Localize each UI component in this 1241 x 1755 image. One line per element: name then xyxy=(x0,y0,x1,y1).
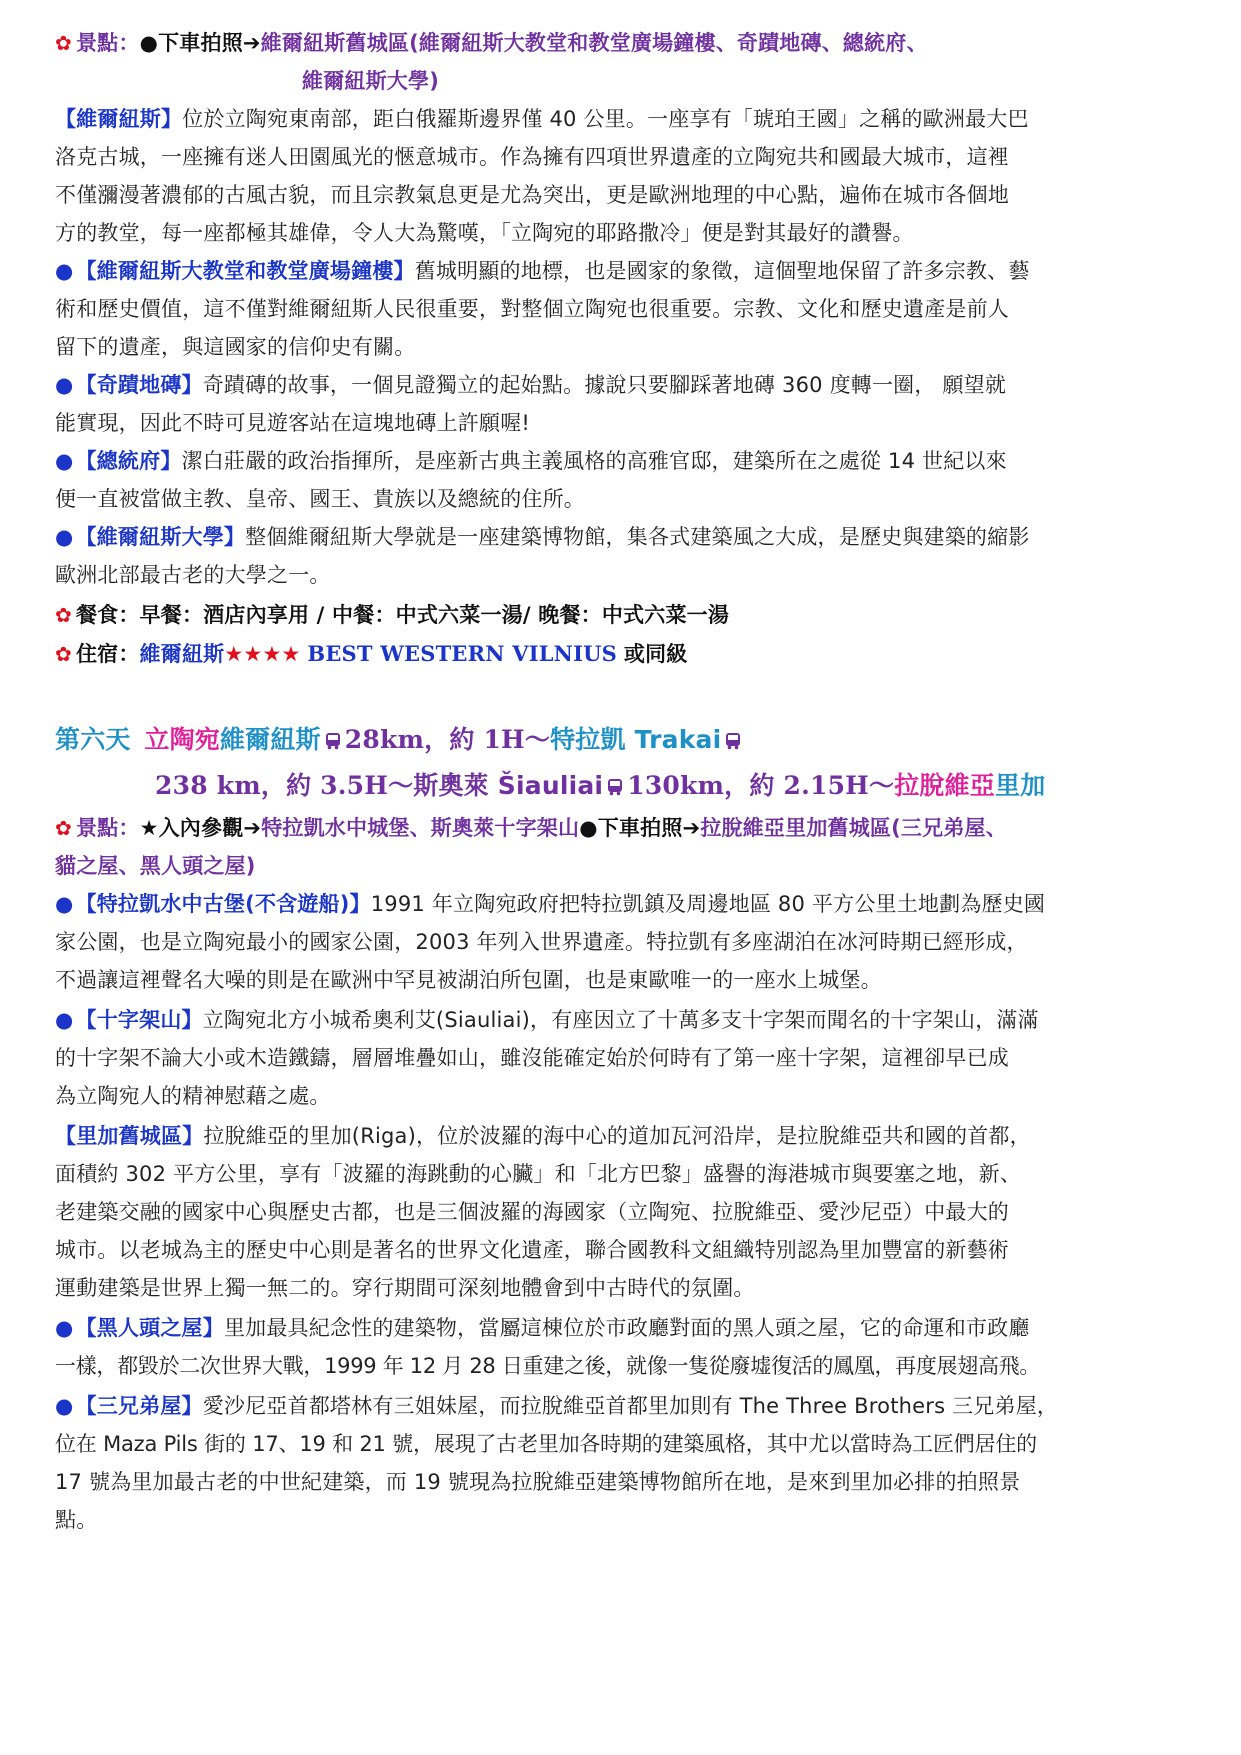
city-riga: 里加 xyxy=(995,771,1046,800)
spots-places-cont: 維爾紐斯大學) xyxy=(302,69,439,93)
paragraph-line: 點。 xyxy=(55,1508,98,1532)
spots-line-cont xyxy=(302,66,1241,96)
meals-text: 餐食：早餐：酒店內享用 / 中餐：中式六菜一湯/ 晚餐：中式六菜一湯 xyxy=(75,603,730,627)
riga-title: 【里加舊城區】 xyxy=(55,1124,204,1148)
brothers-title: 【三兄弟屋】 xyxy=(75,1394,203,1418)
flower-icon: ✿ xyxy=(55,816,72,840)
paragraph-line: 歐洲北部最古老的大學之一。 xyxy=(55,563,331,587)
hotel-name: BEST WESTERN VILNIUS xyxy=(307,641,617,666)
flower-icon: ✿ xyxy=(55,642,72,666)
paragraph-line: 一樣，都毀於二次世界大戰，1999 年 12 月 28 日重建之後，就像一隻從廢墟復活的鳳凰，再度展翅高飛。 xyxy=(55,1354,1041,1378)
day-heading-cont xyxy=(155,768,1195,805)
trakai-title: 【特拉凱水中古堡(不含遊船)】 xyxy=(75,892,371,916)
spots-places-1: 特拉凱水中城堡、斯奧萊十字架山 xyxy=(261,816,580,840)
flower-icon: ✿ xyxy=(55,603,72,627)
vilnius-title: 【維爾紐斯】 xyxy=(55,107,183,131)
paragraph-line: 運動建築是世界上獨一無二的。穿行期間可深刻地體會到中古時代的氛圍。 xyxy=(55,1276,755,1300)
paragraph-line: 的十字架不論大小或木造鐵鑄，層層堆疊如山，雖沒能確定始於何時有了第一座十字架，這裡卻早已成 xyxy=(55,1046,1009,1070)
enter-visit-text: ★入內參觀➔ xyxy=(139,816,262,840)
riga-text: 拉脫維亞的里加(Riga)，位於波羅的海中心的道加瓦河沿岸，是拉脫維亞共和國的首都， xyxy=(203,1124,1031,1148)
paragraph-line xyxy=(55,104,1195,134)
hotel-suffix: 或同級 xyxy=(623,642,688,666)
country-latvia: 拉脫維亞 xyxy=(894,771,996,800)
city-trakai: 特拉凱 Trakai xyxy=(550,725,722,754)
bullet-icon: ● xyxy=(55,892,74,916)
bus-icon xyxy=(725,732,741,750)
spots-label: 景點： xyxy=(75,816,140,840)
miracle-text: 奇蹟磚的故事，一個見證獨立的起始點。據說只要腳踩著地磚 360 度轉一圈， 願望就 xyxy=(202,373,1007,397)
segment-2: 238 km，約 3.5H～ xyxy=(155,771,414,800)
bullet-icon: ● xyxy=(55,449,74,473)
vilnius-text: 位於立陶宛東南部，距白俄羅斯邊界僅 40 公里。一座享有「琥珀王國」之稱的歐洲最大巴 xyxy=(182,107,1029,131)
paragraph-line xyxy=(55,889,1195,919)
spots-places-2: 拉脫維亞里加舊城區(三兄弟屋、 xyxy=(700,816,1007,840)
paragraph-line: 老建築交融的國家中心與歷史古都，也是三個波羅的海國家（立陶宛、拉脫維亞、愛沙尼亞）中最大的 xyxy=(55,1200,1009,1224)
bullet-icon: ● xyxy=(55,525,74,549)
stop-photo-text: ●下車拍照➔ xyxy=(139,31,261,55)
bullet-icon: ● xyxy=(55,1008,74,1032)
country-lithuania: 立陶宛 xyxy=(144,725,220,754)
paragraph-line xyxy=(55,370,1195,400)
spots-line-cont xyxy=(55,851,1195,881)
paragraph-line: 洛克古城，一座擁有迷人田園風光的愜意城市。作為擁有四項世界遺產的立陶宛共和國最大城市，這裡 xyxy=(55,145,1009,169)
bullet-icon: ● xyxy=(55,259,74,283)
palace-text: 潔白莊嚴的政治指揮所，是座新古典主義風格的高雅官邸，建築所在之處從 14 世紀以來 xyxy=(181,449,1007,473)
cathedral-text: 舊城明顯的地標，也是國家的象徵，這個聖地保留了許多宗教、藝 xyxy=(414,259,1030,283)
hotel-city: 維爾紐斯 xyxy=(139,642,225,666)
city-siauliai: 斯奧萊 Šiauliai xyxy=(413,771,604,800)
bus-icon xyxy=(325,732,341,750)
bus-icon xyxy=(607,778,623,796)
paragraph-line: 方的教堂，每一座都極其雄偉，令人大為驚嘆，「立陶宛的耶路撒冷」便是對其最好的讚譽。 xyxy=(55,221,914,245)
paragraph-line xyxy=(55,1121,1195,1151)
blackheads-title: 【黑人頭之屋】 xyxy=(75,1316,224,1340)
spots-line xyxy=(55,28,1195,58)
paragraph-line: 為立陶宛人的精神慰藉之處。 xyxy=(55,1084,331,1108)
paragraph-line: 術和歷史價值，這不僅對維爾紐斯人民很重要，對整個立陶宛也很重要。宗教、文化和歷史遺產是前人 xyxy=(55,297,1009,321)
hotel-line xyxy=(55,639,1195,669)
hotel-label: 住宿： xyxy=(75,642,140,666)
hill-text: 立陶宛北方小城希奧利艾(Siauliai)，有座因立了十萬多支十字架而聞名的十字架山，滿滿 xyxy=(202,1008,1039,1032)
day-heading xyxy=(55,722,1195,759)
hotel-stars: ★★★★ xyxy=(224,642,301,666)
paragraph-line: 家公園，也是立陶宛最小的國家公園，2003 年列入世界遺產。特拉凱有多座湖泊在冰河時期已經形成， xyxy=(55,930,1028,954)
paragraph-line: 留下的遺產，與這國家的信仰史有關。 xyxy=(55,335,416,359)
brothers-text: 愛沙尼亞首都塔林有三姐妹屋，而拉脫維亞首都里加則有 The Three Brothers 三兄弟屋， xyxy=(202,1394,1059,1418)
paragraph-line: 便一直被當做主教、皇帝、國王、貴族以及總統的住所。 xyxy=(55,487,585,511)
cathedral-title: 【維爾紐斯大教堂和教堂廣場鐘樓】 xyxy=(75,259,415,283)
university-text: 整個維爾紐斯大學就是一座建築博物館，集各式建築風之大成，是歷史與建築的縮影 xyxy=(245,525,1030,549)
stop-photo-text: ●下車拍照➔ xyxy=(579,816,701,840)
blackheads-text: 里加最具紀念性的建築物，當屬這棟位於市政廳對面的黑人頭之屋，它的命運和市政廳 xyxy=(223,1316,1030,1340)
bullet-icon: ● xyxy=(55,1316,74,1340)
paragraph-line xyxy=(55,1313,1195,1343)
miracle-title: 【奇蹟地磚】 xyxy=(75,373,203,397)
meals-line xyxy=(55,600,1195,630)
paragraph-line: 17 號為里加最古老的中世紀建築，而 19 號現為拉脫維亞建築博物館所在地，是來到里加必排的拍照景 xyxy=(55,1470,1021,1494)
spots-places: 維爾紐斯舊城區(維爾紐斯大教堂和教堂廣場鐘樓、奇蹟地磚、總統府、 xyxy=(260,31,928,55)
university-title: 【維爾紐斯大學】 xyxy=(75,525,246,549)
paragraph-line xyxy=(55,256,1195,286)
day-label: 第六天 xyxy=(55,725,131,754)
palace-title: 【總統府】 xyxy=(75,449,182,473)
flower-icon: ✿ xyxy=(55,31,72,55)
segment-3: 130km，約 2.15H～ xyxy=(627,771,895,800)
paragraph-line: 不過讓這裡聲名大噪的則是在歐洲中罕見被湖泊所包圍，也是東歐唯一的一座水上城堡。 xyxy=(55,968,882,992)
spots-line xyxy=(55,813,1195,843)
paragraph-line xyxy=(55,1005,1195,1035)
paragraph-line: 不僅瀰漫著濃郁的古風古貌，而且宗教氣息更是尤為突出，更是歐洲地理的中心點，遍佈在城市各個地 xyxy=(55,183,1009,207)
bullet-icon: ● xyxy=(55,1394,74,1418)
paragraph-line xyxy=(55,1391,1195,1421)
paragraph-line: 城市。以老城為主的歷史中心則是著名的世界文化遺產，聯合國教科文組織特別認為里加豐富的新藝術 xyxy=(55,1238,1009,1262)
paragraph-line: 面積約 302 平方公里，享有「波羅的海跳動的心臟」和「北方巴黎」盛譽的海港城市與要塞之地，新、 xyxy=(55,1162,1022,1186)
trakai-text: 1991 年立陶宛政府把特拉凱鎮及周邊地區 80 平方公里土地劃為歷史國 xyxy=(370,892,1046,916)
city-vilnius: 維爾紐斯 xyxy=(219,725,321,754)
hill-title: 【十字架山】 xyxy=(75,1008,203,1032)
spots-label: 景點： xyxy=(75,31,140,55)
paragraph-line: 位在 Maza Pils 街的 17、19 和 21 號，展現了古老里加各時期的建築風格，其中尤以當時為工匠們居住的 xyxy=(55,1432,1037,1456)
spots-places-cont: 貓之屋、黑人頭之屋) xyxy=(55,854,256,878)
paragraph-line xyxy=(55,522,1195,552)
paragraph-line: 能實現，因此不時可見遊客站在這塊地磚上許願喔! xyxy=(55,411,531,435)
paragraph-line xyxy=(55,446,1195,476)
bullet-icon: ● xyxy=(55,373,74,397)
segment-1: 28km，約 1H～ xyxy=(344,725,551,754)
